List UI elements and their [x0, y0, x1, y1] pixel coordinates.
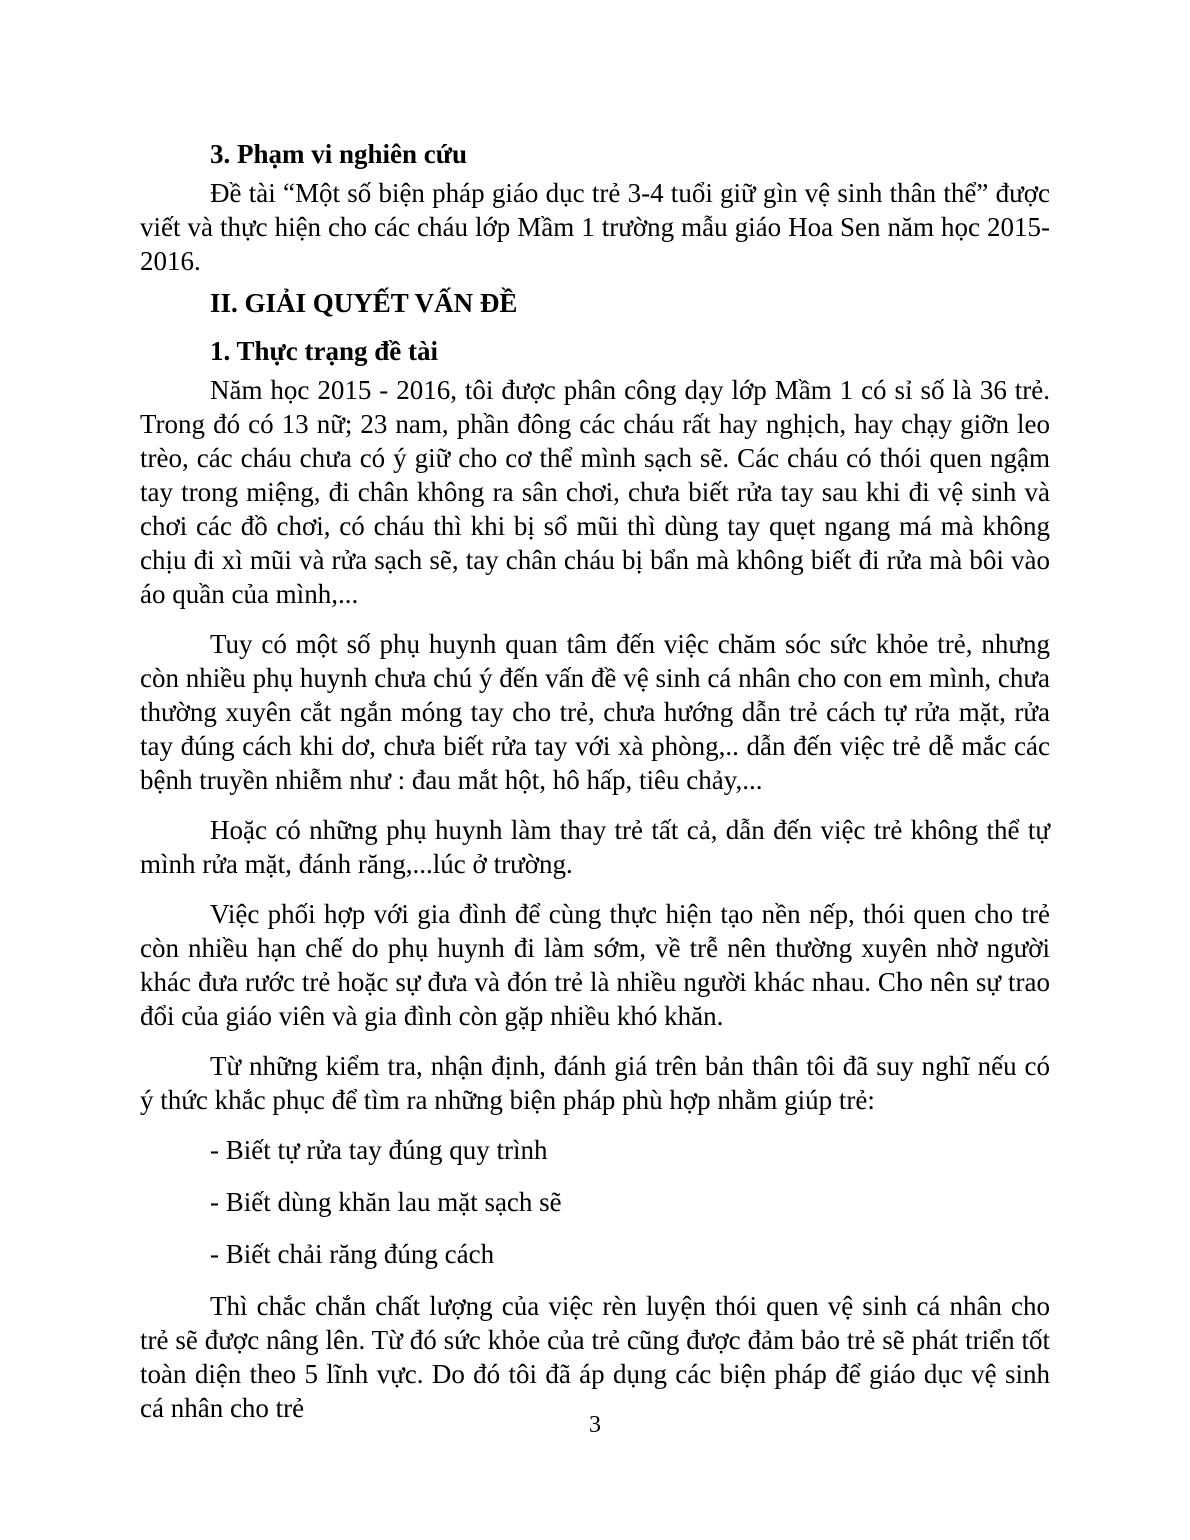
goal-list-item: - Biết tự rửa tay đúng quy trình: [210, 1135, 548, 1165]
paragraph-status-2: Tuy có một số phụ huynh quan tâm đến việc chăm sóc sức khỏe trẻ, nhưng còn nhiều phụ huynh chưa chú ý đến vấn đề vệ sinh cá nhân cho con em mình, chưa thường xuyên cắt ngắn móng tay cho trẻ, chưa hướng dẫn trẻ cách tự rửa mặt, rửa tay đúng cách khi dơ, chưa biết rửa tay với xà phòng,.. dẫn đến việc trẻ dễ mắc các bệnh truyền nhiễm như : đau mắt hột, hô hấp, tiêu chảy,...: [140, 629, 1050, 795]
goal-list-item: - Biết chải răng đúng cách: [210, 1239, 495, 1269]
goal-list: [140, 1133, 1050, 1271]
paragraph-status-5: Từ những kiểm tra, nhận định, đánh giá trên bản thân tôi đã suy nghĩ nếu có ý thức khắc phục để tìm ra những biện pháp phù hợp nhằm giúp trẻ:: [140, 1051, 1050, 1115]
paragraph-status-4: Việc phối hợp với gia đình để cùng thực hiện tạo nền nếp, thói quen cho trẻ còn nhiều hạn chế do phụ huynh đi làm sớm, về trễ nên thường xuyên nhờ người khác đưa rước trẻ hoặc sự đưa và đón trẻ là nhiều người khác nhau. Cho nên sự trao đổi của giáo viên và gia đình còn gặp nhiều khó khăn.: [140, 899, 1050, 1031]
section-heading-scope: 3. Phạm vi nghiên cứu: [210, 139, 467, 169]
page-number: 3: [589, 1412, 601, 1438]
paragraph-scope: Đề tài “Một số biện pháp giáo dục trẻ 3-4 tuổi giữ gìn vệ sinh thân thể” được viết và thực hiện cho các cháu lớp Mầm 1 trường mẫu giáo Hoa Sen năm học 2015-2016.: [140, 178, 1050, 276]
paragraph-status-3: Hoặc có những phụ huynh làm thay trẻ tất cả, dẫn đến việc trẻ không thể tự mình rửa mặt, đánh răng,...lúc ở trường.: [140, 815, 1050, 879]
section-heading-part-2: II. GIẢI QUYẾT VẤN ĐỀ: [210, 288, 518, 318]
paragraph-status-1: Năm học 2015 - 2016, tôi được phân công dạy lớp Mầm 1 có sỉ số là 36 trẻ. Trong đó có 13 nữ; 23 nam, phần đông các cháu rất hay nghịch, hay chạy giỡn leo trèo, các cháu chưa có ý giữ cho cơ thể mình sạch sẽ. Các cháu có thói quen ngậm tay trong miệng, đi chân không ra sân chơi, chưa biết rửa tay sau khi đi vệ sinh và chơi các đồ chơi, có cháu thì khi bị sổ mũi thì dùng tay quẹt ngang má mà không chịu đi xì mũi và rửa sạch sẽ, tay chân cháu bị bẩn mà không biết đi rửa mà bôi vào áo quần của mình,...: [140, 375, 1050, 609]
paragraph-conclusion: Thì chắc chắn chất lượng của việc rèn luyện thói quen vệ sinh cá nhân cho trẻ sẽ được nâng lên. Từ đó sức khỏe của trẻ cũng được đảm bảo trẻ sẽ phát triển tốt toàn diện theo 5 lĩnh vực. Do đó tôi đã áp dụng các biện pháp để giáo dục vệ sinh cá nhân cho trẻ: [140, 1291, 1050, 1423]
section-heading-status: 1. Thực trạng đề tài: [210, 336, 438, 366]
goal-list-item: - Biết dùng khăn lau mặt sạch sẽ: [210, 1187, 562, 1217]
page-content: [140, 137, 1050, 1441]
